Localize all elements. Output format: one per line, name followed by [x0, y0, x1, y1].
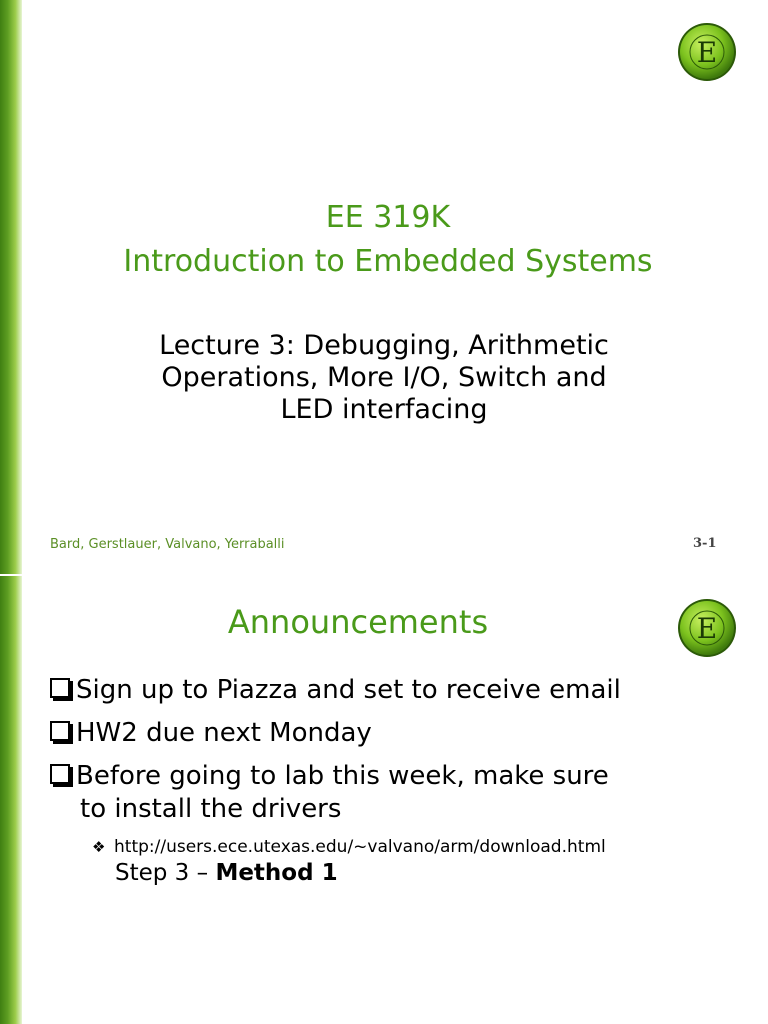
page-number: 3-1 [693, 536, 717, 551]
bullet-list [50, 674, 750, 836]
slide-title: Announcements [227, 603, 489, 641]
course-name: Introduction to Embedded Systems [123, 244, 653, 279]
lecture-title [80, 330, 688, 426]
square-bullet-icon [50, 678, 70, 698]
author-list: Bard, Gerstlauer, Valvano, Yerraballi [50, 537, 285, 552]
list-item: Before going to lab this week, make sure to install the drivers [50, 760, 750, 826]
square-bullet-icon [50, 764, 70, 784]
course-code: EE 319K [325, 200, 451, 235]
step-line: Step 3 – Method 1 [115, 860, 338, 886]
svg-text:E: E [696, 36, 718, 69]
lecture-line: LED interfacing [280, 394, 488, 425]
square-bullet-icon [50, 721, 70, 741]
lecture-line: Operations, More I/O, Switch and [161, 362, 607, 393]
course-title [30, 196, 746, 284]
method-label: Method 1 [215, 860, 338, 886]
list-item: HW2 due next Monday [50, 717, 750, 750]
lecture-line: Lecture 3: Debugging, Arithmetic [159, 330, 609, 361]
sidebar-gradient [0, 576, 22, 1024]
announcements-slide [0, 576, 768, 1024]
texas-e-badge-icon [677, 22, 737, 82]
svg-text:E: E [696, 612, 718, 645]
sub-bullet [92, 836, 732, 858]
driver-url-link[interactable]: http://users.ece.utexas.edu/~valvano/arm/download.html [114, 837, 606, 857]
texas-e-badge-icon [677, 598, 737, 658]
sidebar-gradient [0, 0, 22, 574]
diamond-star-icon: ❖ [92, 838, 106, 856]
list-item: Sign up to Piazza and set to receive email [50, 674, 750, 707]
